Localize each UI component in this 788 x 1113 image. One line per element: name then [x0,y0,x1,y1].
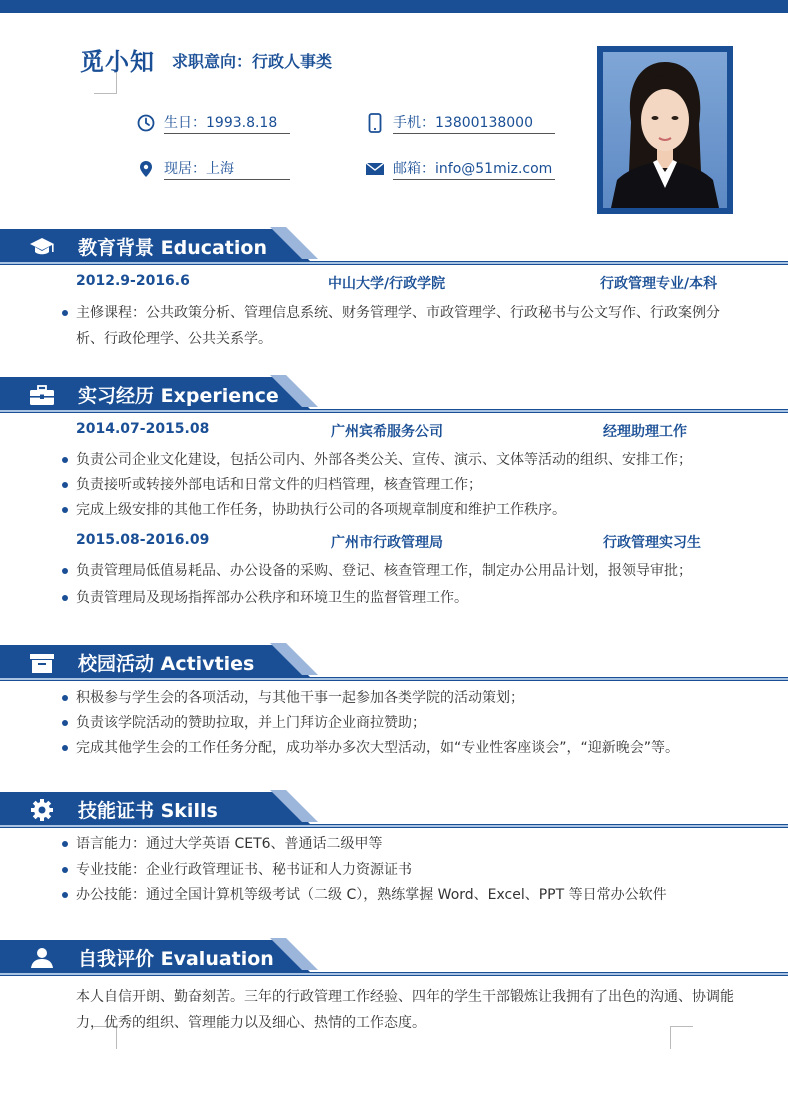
job-1-item: 完成上级安排的其他工作任务，协助执行公司的各项规章制度和维护工作秩序。 [62,497,732,523]
skill-item: 专业技能：企业行政管理证书、秘书证和人力资源证书 [62,857,732,883]
section-header-experience [0,375,788,413]
birthday-text: 生日：1993.8.18 [164,112,290,134]
job-intent: 求职意向：行政人事类 [172,52,333,71]
activity-item: 积极参与学生会的各项活动，与其他干事一起参加各类学院的活动策划； [62,685,732,711]
job-date: 2014.07-2015.08 [76,421,210,437]
archive-box-icon [28,649,56,677]
skill-item: 办公技能：通过全国计算机等级考试（二级 C），熟练掌握 Word、Excel、PPT 等日常办公软件 [62,882,732,908]
self-evaluation-text: 本人自信开朗、勤奋刻苦。三年的行政管理工作经验、四年的学生干部锻炼让我拥有了出色的沟通、协调能力，优秀的组织、管理能力以及细心、热情的工作态度。 [76,989,734,1031]
education-date: 2012.9-2016.6 [76,273,190,289]
mobile-phone-icon [365,113,385,133]
section-header-evaluation [0,938,788,976]
email-field [365,158,555,180]
education-courses: 主修课程：公共政策分析、管理信息系统、财务管理学、市政管理学、行政秘书与公文写作、行政案例分析、行政伦理学、公共关系学。 [62,300,732,352]
job-1-item: 负责公司企业文化建设，包括公司内、外部各类公关、宣传、演示、文体等活动的组织、安排工作； [62,447,732,473]
phone-text: 手机：13800138000 [393,112,555,134]
job-2-item: 负责管理局及现场指挥部办公秩序和环境卫生的监督管理工作。 [62,585,732,611]
section-title-experience: 实习经历 Experience [78,385,279,407]
briefcase-icon [28,381,56,409]
section-title-skills: 技能证书 Skills [78,800,218,822]
job-company: 广州宾希服务公司 [331,424,443,440]
profile-photo [603,52,727,208]
education-major: 行政管理专业/本科 [600,276,718,292]
user-icon [28,944,56,972]
section-title-activities: 校园活动 Activties [78,653,255,675]
location-pin-icon [136,159,156,179]
clock-icon [136,113,156,133]
birthday-field [136,112,290,134]
section-header-skills [0,790,788,828]
location-field [136,158,290,180]
section-title-education: 教育背景 Education [78,237,267,259]
graduation-cap-icon [28,233,56,261]
section-header-activities [0,643,788,681]
job-role: 经理助理工作 [603,424,687,440]
top-color-bar [0,0,788,13]
phone-field [365,112,555,134]
section-title-evaluation: 自我评价 Evaluation [78,948,274,970]
job-date: 2015.08-2016.09 [76,532,210,548]
envelope-icon [365,159,385,179]
skill-item: 语言能力：通过大学英语 CET6、普通话二级甲等 [62,831,732,857]
job-1-item: 负责接听或转接外部电话和日常文件的归档管理，核查管理工作； [62,472,732,498]
candidate-name: 觅小知 [80,48,155,76]
activity-item: 完成其他学生会的工作任务分配，成功举办多次大型活动，如“专业性客座谈会”，“迎新晚会”等。 [62,735,732,761]
email-text: 邮箱：info@51miz.com [393,158,555,180]
section-header-education [0,227,788,265]
location-text: 现居：上海 [164,158,290,180]
gear-icon [28,796,56,824]
education-school: 中山大学/行政学院 [328,276,446,292]
profile-photo-frame [597,46,733,214]
activity-item: 负责该学院活动的赞助拉取，并上门拜访企业商拉赞助； [62,710,732,736]
job-2-item: 负责管理局低值易耗品、办公设备的采购、登记、核查管理工作，制定办公用品计划，报领导审批； [62,558,732,584]
job-company: 广州市行政管理局 [331,535,443,551]
job-role: 行政管理实习生 [603,535,701,551]
